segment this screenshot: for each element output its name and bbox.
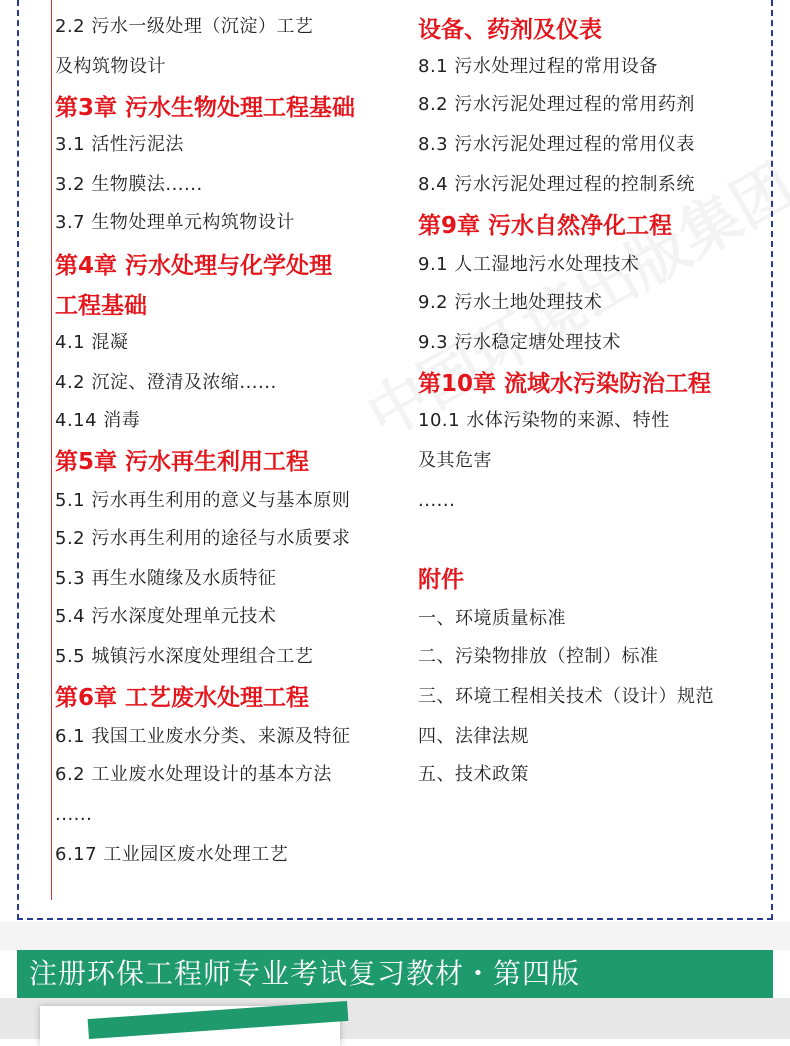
toc-entry: 6.1 我国工业废水分类、来源及特征 [55, 726, 351, 747]
toc-entry: 8.2 污水污泥处理过程的常用药剂 [418, 94, 695, 115]
toc-entry: 4.1 混凝 [55, 332, 129, 353]
banner-title: 注册环保工程师专业考试复习教材・第四版 [29, 957, 581, 990]
toc-entry: ...... [418, 490, 456, 511]
toc-entry: 5.2 污水再生利用的途径与水质要求 [55, 528, 351, 549]
toc-entry: 四、法律法规 [418, 726, 529, 747]
margin-line [51, 0, 52, 900]
section-separator [0, 922, 790, 950]
toc-entry: 6.17 工业园区废水处理工艺 [55, 844, 289, 865]
chapter-heading: 设备、药剂及仪表 [418, 17, 602, 43]
toc-entry: 6.2 工业废水处理设计的基本方法 [55, 764, 332, 785]
toc-entry: 3.2 生物膜法...... [55, 174, 203, 195]
toc-entry: 9.2 污水土地处理技术 [418, 292, 603, 313]
chapter-heading: 第10章 流域水污染防治工程 [418, 371, 712, 397]
chapter-heading: 第3章 污水生物处理工程基础 [55, 95, 356, 121]
chapter-heading: 第4章 污水处理与化学处理 [55, 253, 333, 279]
toc-entry: 5.5 城镇污水深度处理组合工艺 [55, 646, 314, 667]
toc-entry: 2.2 污水一级处理（沉淀）工艺 [55, 16, 314, 37]
toc-entry: 8.4 污水污泥处理过程的控制系统 [418, 174, 695, 195]
toc-entry: 3.7 生物处理单元构筑物设计 [55, 212, 295, 233]
toc-entry: 8.3 污水污泥处理过程的常用仪表 [418, 134, 695, 155]
toc-entry: 9.1 人工湿地污水处理技术 [418, 254, 640, 275]
banner [17, 950, 773, 998]
toc-entry: 10.1 水体污染物的来源、特性 [418, 410, 670, 431]
toc-entry: 二、污染物排放（控制）标准 [418, 646, 659, 667]
chapter-heading: 第6章 工艺废水处理工程 [55, 685, 310, 711]
toc-entry: 5.3 再生水随缘及水质特征 [55, 568, 277, 589]
chapter-heading: 附件 [418, 567, 464, 593]
toc-entry: 3.1 活性污泥法 [55, 134, 184, 155]
toc-entry: 4.14 消毒 [55, 410, 141, 431]
toc-entry: 5.4 污水深度处理单元技术 [55, 606, 277, 627]
toc-entry: ...... [55, 804, 93, 825]
toc-entry: 8.1 污水处理过程的常用设备 [418, 56, 658, 77]
toc-entry: 一、环境质量标准 [418, 608, 566, 629]
toc-entry: 4.2 沉淀、澄清及浓缩...... [55, 372, 277, 393]
toc-entry: 三、环境工程相关技术（设计）规范 [418, 686, 714, 707]
toc-entry: 9.3 污水稳定塘处理技术 [418, 332, 621, 353]
toc-entry: 及其危害 [418, 450, 492, 471]
toc-entry: 及构筑物设计 [55, 56, 166, 77]
chapter-heading: 工程基础 [55, 293, 147, 319]
chapter-heading: 第5章 污水再生利用工程 [55, 449, 310, 475]
chapter-heading: 第9章 污水自然净化工程 [418, 213, 673, 239]
toc-entry: 五、技术政策 [418, 764, 529, 785]
toc-entry: 5.1 污水再生利用的意义与基本原则 [55, 490, 351, 511]
